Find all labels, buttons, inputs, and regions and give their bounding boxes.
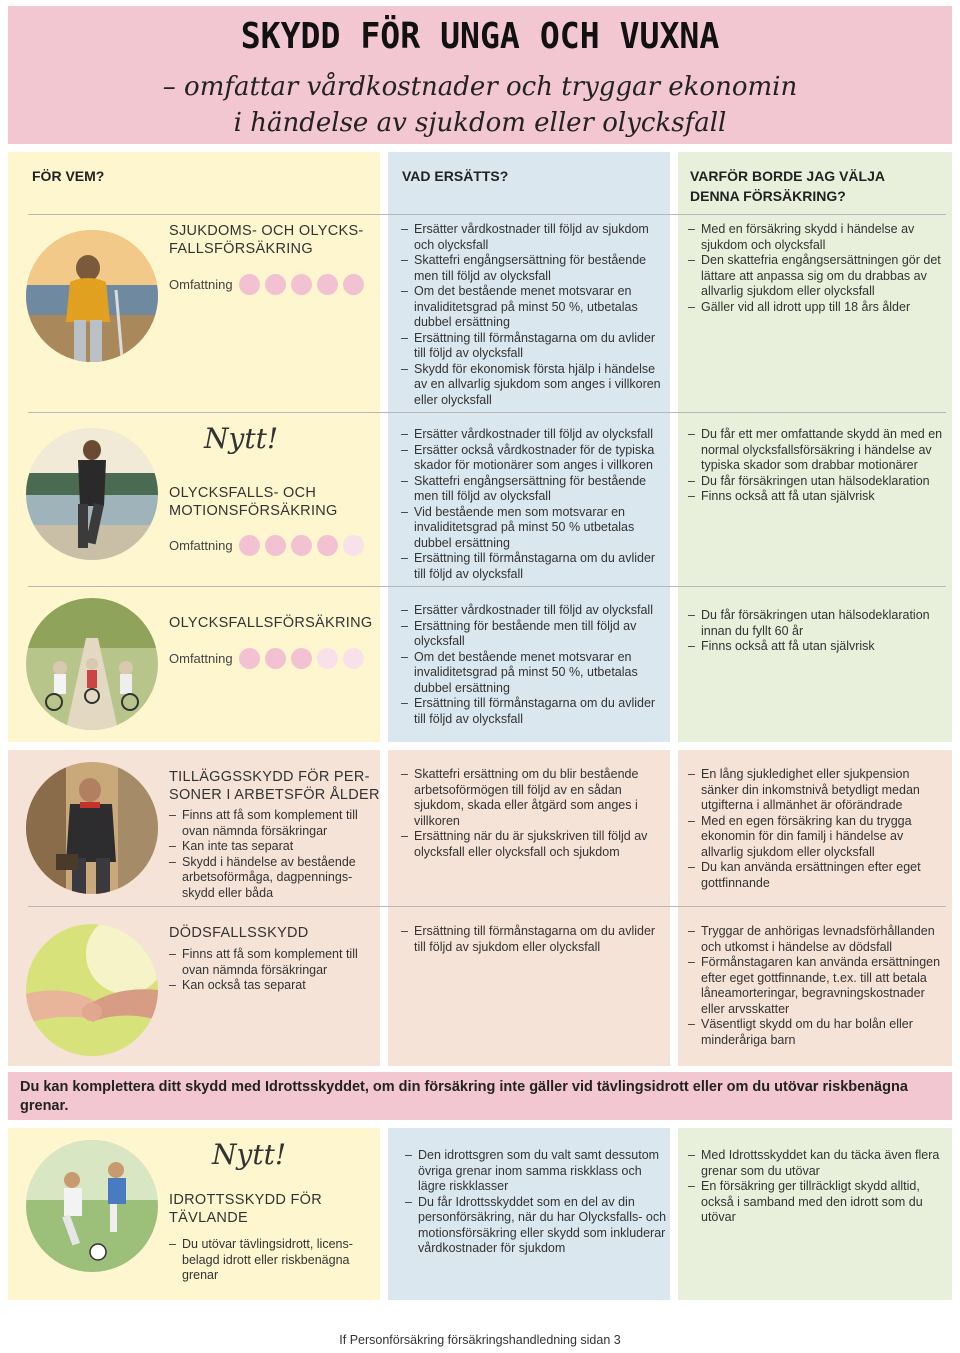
- supplement-title-dodsfall: [169, 924, 309, 942]
- photo-runner-lake: [26, 428, 158, 560]
- coverage-dot-empty: [317, 648, 338, 669]
- product-title-olycksfalls-motion: [169, 484, 338, 520]
- photo-office-worker: [26, 762, 158, 894]
- list-item: – Ersättning till förmånstagarna om du avlider till följd av olycksfall: [401, 696, 669, 727]
- info-band-text: Du kan komplettera ditt skydd med Idrottsskyddet, om din försäkring inte gäller vid tävlingsidrott eller om du utövar riskbenägna grenar.: [20, 1079, 908, 1114]
- list-item: – Ersättning till förmånstagarna om du avlider till följd av olycksfall: [401, 331, 669, 362]
- divider: [28, 214, 946, 215]
- who-list: [169, 808, 369, 901]
- product-title-line1: OLYCKSFALLSFÖRSÄKRING: [169, 615, 373, 631]
- new-label: Nytt!: [204, 422, 279, 455]
- column-heading-who: FÖR VEM?: [32, 168, 105, 184]
- reasons-list: [688, 1148, 946, 1226]
- list-item: – Förmånstagaren kan använda ersättningen efter eget gottfinnande, t.ex. till att betala låneamorteringar, begravningskostnader eller arvsskatter: [688, 955, 946, 1017]
- list-item: – Väsentligt skydd om du har bolån eller minderåriga barn: [688, 1017, 946, 1048]
- coverage-label: Omfattning: [169, 277, 233, 292]
- coverage-dot-filled: [265, 535, 286, 556]
- photo-holding-hands: [26, 924, 158, 1056]
- coverage-label: Omfattning: [169, 538, 233, 553]
- coverage-dot-filled: [291, 274, 312, 295]
- list-item: – Vid bestående men som motsvarar en invaliditetsgrad på minst 50 % utbetalas dubbel ersättning: [401, 505, 669, 552]
- coverage-dots: [239, 535, 369, 556]
- sport-title-line1: IDROTTSSKYDD FÖR: [169, 1192, 323, 1208]
- list-item: – Tryggar de anhörigas levnadsförhållanden och utkomst i händelse av dödsfall: [688, 924, 946, 955]
- divider: [28, 412, 946, 413]
- list-item: – Skattefri ersättning om du blir bestående arbetsoförmögen till följd av en sådan sjukdom, skada eller åtgärd som anges i villkoren: [401, 767, 669, 829]
- photo-cyclists: [26, 598, 158, 730]
- list-item: – Du får försäkringen utan hälsodeklaration innan du fyllt 60 år: [688, 608, 946, 639]
- column-heading-what: VAD ERSÄTTS?: [402, 168, 509, 184]
- reasons-list: [688, 608, 946, 655]
- reasons-list: [688, 222, 946, 315]
- product-title-line1: OLYCKSFALLS- OCH: [169, 485, 317, 501]
- page-subtitle-line2: i händelse av sjukdom eller olycksfall: [233, 108, 727, 138]
- list-item: – En försäkring ger tillräckligt skydd alltid, också i samband med den idrott som du utövar: [688, 1179, 946, 1226]
- list-item: – Skattefri engångsersättning för bestående men till följd av olycksfall: [401, 253, 669, 284]
- coverage-rating: [169, 274, 369, 295]
- coverage-dot-empty: [343, 648, 364, 669]
- who-list: [169, 1237, 369, 1284]
- list-item: – Skattefri engångsersättning för bestående men till följd av olycksfall: [401, 474, 669, 505]
- reasons-list: [688, 924, 946, 1048]
- column-heading-why-line1: VARFÖR BORDE JAG VÄLJA: [690, 168, 885, 184]
- photo-football-kids: [26, 1140, 158, 1272]
- supplement-title-line1: TILLÄGGSSKYDD FÖR PER-: [169, 769, 370, 785]
- list-item: – Med en egen försäkring kan du trygga ekonomin för din familj i händelse av allvarlig sjukdom eller olycksfall: [688, 814, 946, 861]
- sport-title: [169, 1191, 322, 1227]
- list-item: – Finns att få som komplement till ovan nämnda försäkringar: [169, 808, 369, 839]
- list-item: – Ersätter vårdkostnader till följd av sjukdom och olycksfall: [401, 222, 669, 253]
- list-item: – Finns också att få utan självrisk: [688, 489, 946, 505]
- who-list: [169, 947, 369, 994]
- page-header: [8, 6, 952, 144]
- list-item: – Skydd för ekonomisk första hjälp i händelse av en allvarlig sjukdom som anges i villkoren eller olycksfall: [401, 362, 669, 409]
- list-item: – Du utövar tävlingsidrott, licens-belagd idrott eller riskbenägna grenar: [169, 1237, 369, 1284]
- list-item: – Den idrottsgren som du valt samt dessutom övriga grenar inom samma riskklass och lägre riskklasser: [405, 1148, 667, 1195]
- divider: [28, 906, 946, 907]
- new-label: Nytt!: [212, 1138, 287, 1171]
- covers-list: [401, 767, 669, 860]
- list-item: – Den skattefria engångsersättningen gör det lättare att anpassa sig om du drabbas av allvarlig sjukdom eller olycksfall: [688, 253, 946, 300]
- product-title-line2: MOTIONSFÖRSÄKRING: [169, 503, 338, 519]
- list-item: – Finns också att få utan självrisk: [688, 639, 946, 655]
- supplement-title-arbetsfor: [169, 768, 380, 804]
- coverage-dot-filled: [317, 535, 338, 556]
- column-heading-why-line2: DENNA FÖRSÄKRING?: [690, 188, 846, 204]
- list-item: – Gäller vid all idrott upp till 18 års ålder: [688, 300, 946, 316]
- photo-crutch-beach: [26, 230, 158, 362]
- list-item: – Du kan använda ersättningen efter eget gottfinnande: [688, 860, 946, 891]
- list-item: – Om det bestående menet motsvarar en invaliditetsgrad på minst 50 %, utbetalas dubbel ersättning: [401, 284, 669, 331]
- list-item: – Ersättning till förmånstagarna om du avlider till följd av olycksfall: [401, 551, 669, 582]
- list-item: – En lång sjukledighet eller sjukpension sänker din inkomstnivå betydligt medan utgifterna i allmänhet är oförändrade: [688, 767, 946, 814]
- list-item: – Ersättning till förmånstagarna om du avlider till följd av sjukdom eller olycksfall: [401, 924, 669, 955]
- covers-list: [405, 1148, 667, 1257]
- covers-list: [401, 603, 669, 727]
- list-item: – Skydd i händelse av bestående arbetsoförmåga, dagpennings-skydd eller båda: [169, 855, 369, 902]
- list-item: – Ersätter också vårdkostnader för de typiska skador för motionärer som anges i villkoren: [401, 443, 669, 474]
- page-footer: If Personförsäkring försäkringshandledning sidan 3: [339, 1333, 621, 1347]
- list-item: – Kan inte tas separat: [169, 839, 369, 855]
- list-item: – Om det bestående menet motsvarar en invaliditetsgrad på minst 50 %, utbetalas dubbel ersättning: [401, 650, 669, 697]
- list-item: – Med Idrottsskyddet kan du täcka även flera grenar som du utövar: [688, 1148, 946, 1179]
- coverage-dot-filled: [291, 535, 312, 556]
- list-item: – Du får ett mer omfattande skydd än med en normal olycksfallsförsäkring i händelse av typiska skador som drabbar motionärer: [688, 427, 946, 474]
- list-item: – Du får försäkringen utan hälsodeklaration: [688, 474, 946, 490]
- coverage-dot-filled: [265, 274, 286, 295]
- reasons-list: [688, 427, 946, 505]
- product-title-olycksfall: [169, 614, 372, 632]
- coverage-dot-filled: [291, 648, 312, 669]
- product-title-line1: SJUKDOMS- OCH OLYCKS-: [169, 223, 364, 239]
- list-item: – Kan också tas separat: [169, 978, 369, 994]
- product-title-line2: FALLSFÖRSÄKRING: [169, 241, 313, 257]
- list-item: – Finns att få som komplement till ovan nämnda försäkringar: [169, 947, 369, 978]
- coverage-dot-filled: [265, 648, 286, 669]
- coverage-dots: [239, 648, 369, 669]
- info-band: [8, 1072, 952, 1120]
- page-title: SKYDD FÖR UNGA OCH VUXNA: [240, 16, 720, 57]
- coverage-dot-empty: [343, 535, 364, 556]
- column-heading-why: [690, 166, 885, 206]
- covers-list: [401, 924, 669, 955]
- sport-title-line2: TÄVLANDE: [169, 1210, 248, 1226]
- coverage-dot-filled: [343, 274, 364, 295]
- coverage-rating: [169, 648, 369, 669]
- coverage-label: Omfattning: [169, 651, 233, 666]
- page-subtitle-line1: – omfattar vårdkostnader och tryggar ekonomin: [162, 72, 798, 102]
- list-item: – Med en försäkring skydd i händelse av sjukdom och olycksfall: [688, 222, 946, 253]
- list-item: – Ersätter vårdkostnader till följd av olycksfall: [401, 603, 669, 619]
- coverage-dot-filled: [317, 274, 338, 295]
- list-item: – Ersättning för bestående men till följd av olycksfall: [401, 619, 669, 650]
- supplement-title-line2: SONER I ARBETSFÖR ÅLDER: [169, 787, 380, 803]
- coverage-dot-filled: [239, 535, 260, 556]
- coverage-rating: [169, 535, 369, 556]
- list-item: – Du får Idrottsskyddet som en del av din personförsäkring, när du har Olycksfalls- och motionsförsäkring eller skydd som inkluderar vårdkostnader för sjukdom: [405, 1195, 667, 1257]
- product-title-sjukdoms-olycksfall: [169, 222, 364, 258]
- divider: [28, 586, 946, 587]
- reasons-list: [688, 767, 946, 891]
- coverage-dots: [239, 274, 369, 295]
- coverage-dot-filled: [239, 648, 260, 669]
- covers-list: [401, 427, 669, 582]
- list-item: – Ersätter vårdkostnader till följd av olycksfall: [401, 427, 669, 443]
- coverage-dot-filled: [239, 274, 260, 295]
- supplement-title-line1: DÖDSFALLSSKYDD: [169, 925, 309, 941]
- covers-list: [401, 222, 669, 408]
- list-item: – Ersättning när du är sjukskriven till följd av olycksfall eller olycksfall och sjukdom: [401, 829, 669, 860]
